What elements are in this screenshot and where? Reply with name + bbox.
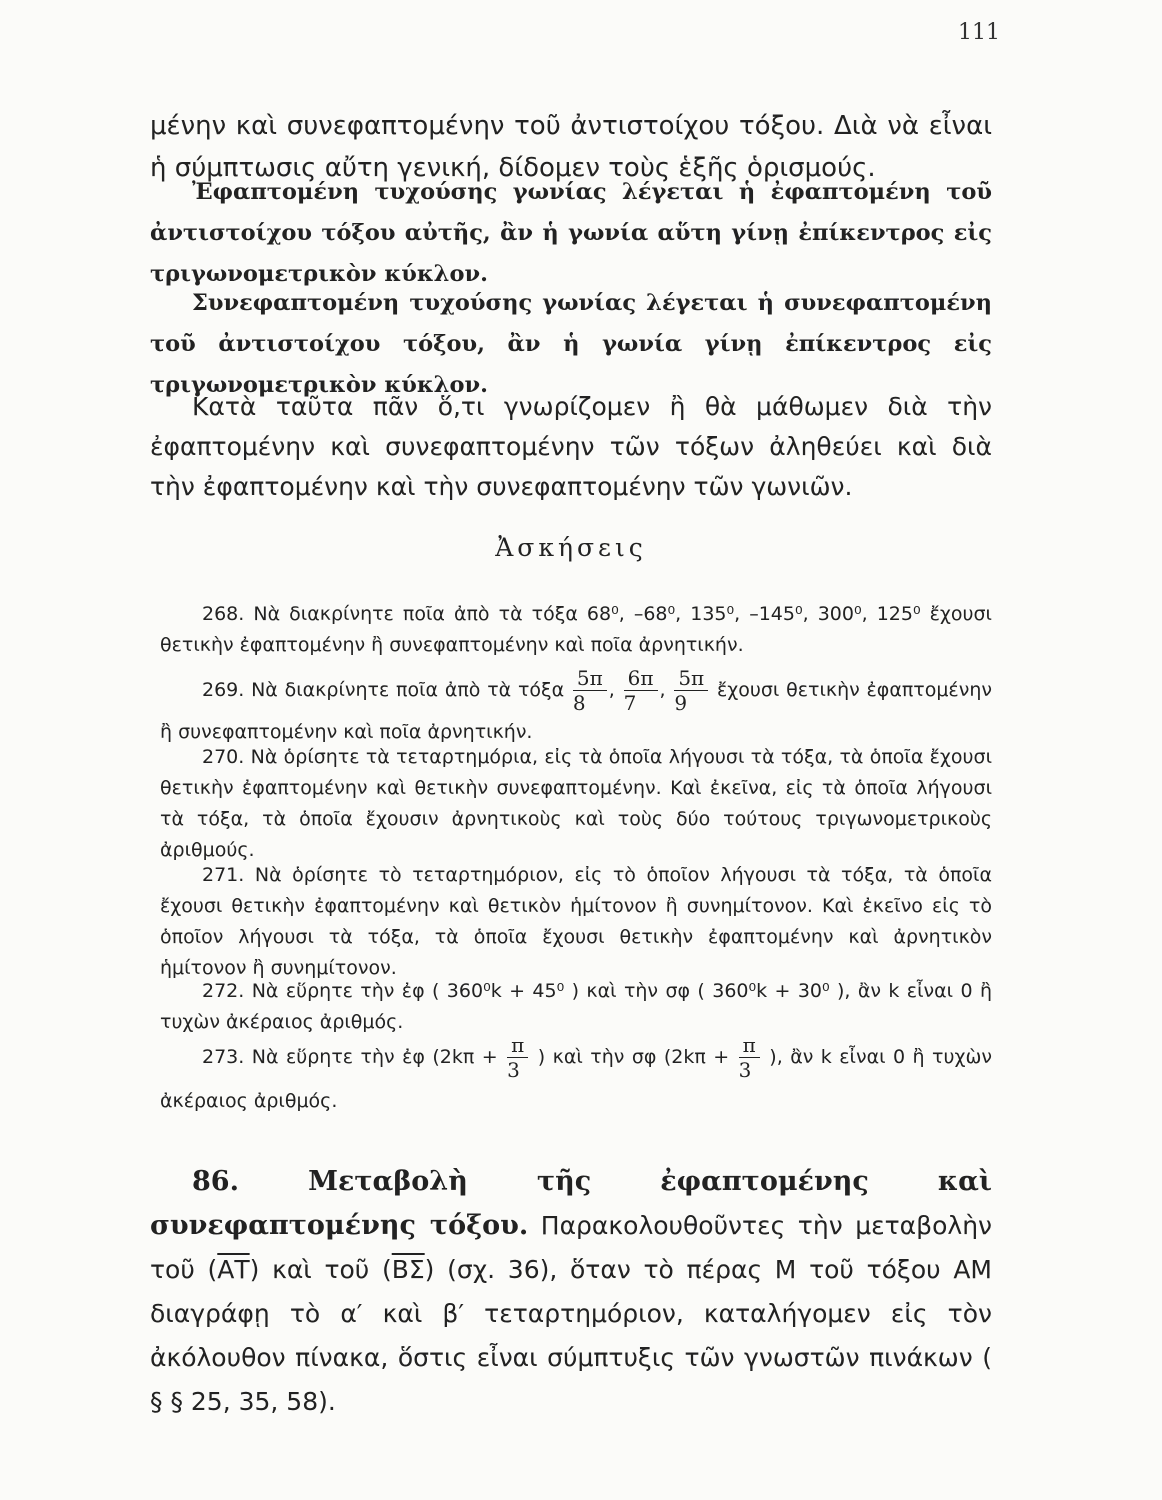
definition-tangent: Ἐφαπτομένη τυχούσης γωνίας λέγεται ἡ ἐφαπτομένη τοῦ ἀντιστοίχου τόξου αὐτῆς, ἂν ἡ γωνία αὕτη γίνῃ ἐπίκεντρος εἰς τριγωνομετρικὸν κύκλον. [150, 179, 992, 287]
fraction-pi-3-b: $\frac{\pi}{3}$ [739, 1033, 760, 1082]
page-number: 111 [958, 20, 1000, 45]
fraction-6pi-7: $\frac{6\pi}{7}$ [624, 666, 658, 715]
exercise-272: 272. Νὰ εὕρητε τὴν ἐφ ( 360⁰k + 45⁰ ) καὶ τὴν σφ ( 360⁰k + 30⁰ ), ἂν k εἶναι 0 ἢ τυχὼν ἀκέραιος ἀριθμός. [160, 980, 992, 1033]
section-86-title: 86. Μεταβολὴ τῆς ἐφαπτομένης καὶ συνεφαπτομένης τόξου. [150, 1166, 992, 1241]
fraction-5pi-8: $\frac{5\pi}{8}$ [573, 666, 607, 715]
exercise-268: 268. Νὰ διακρίνητε ποῖα ἀπὸ τὰ τόξα 68⁰, –68⁰, 135⁰, –145⁰, 300⁰, 125⁰ ἔχουσι θετικὴν ἐφαπτομένην ἢ συνεφαπτομένην καὶ ποῖα ἀρνητικήν. [160, 603, 992, 656]
intro-paragraph: μένην καὶ συνεφαπτομένην τοῦ ἀντιστοίχου τόξου. Διὰ νὰ εἶναι ἡ σύμπτωσις αὔτη γενική, δίδομεν τοὺς ἑξῆς ὁρισμούς. [150, 111, 992, 183]
segment-at: $\overline{AT}$ [217, 1255, 250, 1284]
exercise-273: 273. Νὰ εὕρητε τὴν ἐφ (2kπ + $\frac{\pi}{3}$ ) καὶ τὴν σφ (2kπ + $\frac{\pi}{3}$ ), ἂν k εἶναι 0 ἢ τυχὼν ἀκέραιος ἀριθμός. [160, 1033, 992, 1112]
exercises-heading: Ἀσκήσεις [495, 533, 647, 562]
kata-paragraph: Κατὰ ταῦτα πᾶν ὅ,τι γνωρίζομεν ἢ θὰ μάθωμεν διὰ τὴν ἐφαπτομένην καὶ συνεφαπτομένην τῶν τόξων ἀληθεύει καὶ διὰ τὴν ἐφαπτομένην καὶ τὴν συνεφαπτομένην τῶν γωνιῶν. [150, 392, 992, 501]
exercise-269: 269. Νὰ διακρίνητε ποῖα ἀπὸ τὰ τόξα $\frac{5\pi}{8}$ , $\frac{6\pi}{7}$ , $\frac{5\pi}{9}$ ἔχουσι θετικὴν ἐφαπτομένην ἢ συνεφαπτομένην καὶ ποῖα ἀρνητικήν. [160, 666, 992, 743]
definition-cotangent: Συνεφαπτομένη τυχούσης γωνίας λέγεται ἡ συνεφαπτομένη τοῦ ἀντιστοίχου τόξου, ἂν ἡ γωνία γίνῃ ἐπίκεντρος εἰς τριγωνομετρικὸν κύκλον. [150, 290, 992, 398]
exercise-271: 271. Νὰ ὁρίσητε τὸ τεταρτημόριον, εἰς τὸ ὁποῖον λήγουσι τὰ τόξα, τὰ ὁποῖα ἔχουσι θετικὴν ἐφαπτομένην καὶ θετικὸν ἡμίτονον ἢ συνημίτονον. Καὶ ἐκεῖνο εἰς τὸ ὁποῖον λήγουσι τὰ τόξα, τὰ ὁποῖα ἔχουσι θετικὴν ἐφαπτομένην καὶ ἀρνητικὸν ἡμίτονον ἢ συνημίτονον. [160, 864, 992, 979]
fraction-pi-3-a: $\frac{\pi}{3}$ [507, 1033, 528, 1082]
fraction-5pi-9: $\frac{5\pi}{9}$ [674, 666, 708, 715]
segment-bs: $\overline{B\Sigma}$ [391, 1255, 425, 1284]
exercise-270: 270. Νὰ ὁρίσητε τὰ τεταρτημόρια, εἰς τὰ ὁποῖα λήγουσι τὰ τόξα, τὰ ὁποῖα ἔχουσι θετικὴν ἐφαπτομένην καὶ θετικὴν συνεφαπτομένην. Καὶ ἐκεῖνα, εἰς τὰ ὁποῖα λήγουσι τὰ τόξα, τὰ ὁποῖα ἔχουσιν ἀρνητικοὺς καὶ τοὺς δύο τούτους τριγωνομετρικοὺς ἀριθμούς. [160, 746, 992, 861]
section-86: 86. Μεταβολὴ τῆς ἐφαπτομένης καὶ συνεφαπτομένης τόξου. Παρακολουθοῦντες τὴν μεταβολὴν τοῦ $(\overline{AT})$ καὶ τοῦ $(\overline{B\Sigma})$ (σχ. 36), ὅταν τὸ πέρας Μ τοῦ τόξου ΑΜ διαγράφῃ τὸ α′ καὶ β′ τεταρτημόριον, καταλήγομεν εἰς τὸν ἀκόλουθον πίνακα, ὅστις εἶναι σύμπτυξις τῶν γνωστῶν πινάκων ( § § 25, 35, 58). [150, 1166, 993, 1416]
